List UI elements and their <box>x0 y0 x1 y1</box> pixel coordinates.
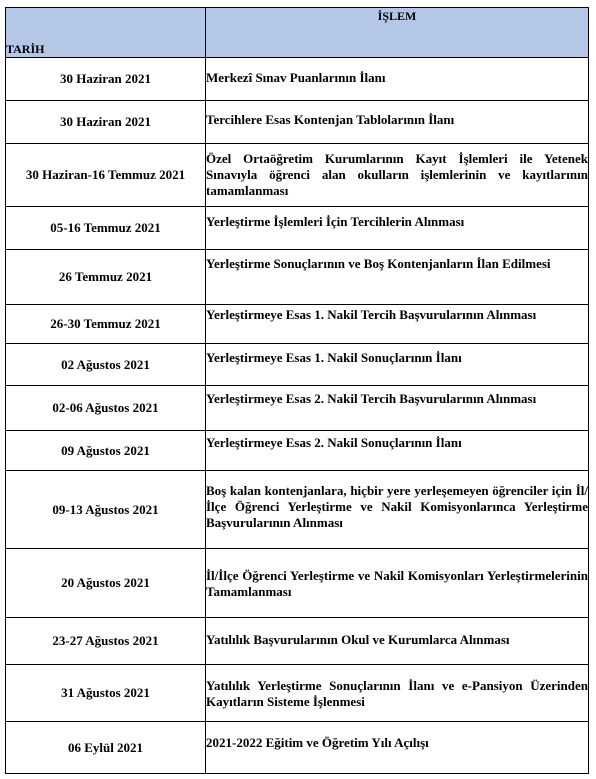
operation-cell: Boş kalan kontenjanlara, hiçbir yere yerleşemeyen öğrenciler için İl/İlçe Öğrenci Yerleştirme ve Nakil Komisyonlarınca Yerleştirme Başvurularının Alınması <box>206 471 589 549</box>
operation-cell: Tercihlere Esas Kontenjan Tablolarının İlanı <box>206 101 589 144</box>
date-cell: 30 Haziran 2021 <box>6 58 206 101</box>
operation-column-header: İŞLEM <box>206 8 589 58</box>
date-cell: 26-30 Temmuz 2021 <box>6 305 206 344</box>
date-cell: 02-06 Ağustos 2021 <box>6 386 206 431</box>
date-cell: 09-13 Ağustos 2021 <box>6 471 206 549</box>
operation-cell: Özel Ortaöğretim Kurumlarının Kayıt İşlemleri ile Yetenek Sınavıyla öğrenci alan okulların işlemlerinin ve kayıtlarının tamamlanması <box>206 144 589 207</box>
date-cell: 30 Haziran-16 Temmuz 2021 <box>6 144 206 207</box>
operation-cell: İl/İlçe Öğrenci Yerleştirme ve Nakil Komisyonları Yerleştirmelerinin Tamamlanması <box>206 549 589 618</box>
operation-cell: Yerleştirmeye Esas 1. Nakil Tercih Başvurularının Alınması <box>206 305 589 344</box>
operation-cell: Yerleştirmeye Esas 1. Nakil Sonuçlarının İlanı <box>206 344 589 386</box>
date-cell: 20 Ağustos 2021 <box>6 549 206 618</box>
date-cell: 26 Temmuz 2021 <box>6 250 206 305</box>
table-row <box>6 618 589 665</box>
table-row <box>6 144 589 207</box>
date-cell: 02 Ağustos 2021 <box>6 344 206 386</box>
table-row <box>6 305 589 344</box>
table-row <box>6 431 589 471</box>
date-cell: 05-16 Temmuz 2021 <box>6 207 206 250</box>
table-row <box>6 722 589 774</box>
date-cell: 30 Haziran 2021 <box>6 101 206 144</box>
schedule-table <box>5 7 589 774</box>
header-row <box>6 8 589 58</box>
operation-cell: Yatılılık Başvurularının Okul ve Kurumlarca Alınması <box>206 618 589 665</box>
table-row <box>6 250 589 305</box>
date-cell: 06 Eylül 2021 <box>6 722 206 774</box>
operation-cell: Yerleştirmeye Esas 2. Nakil Sonuçlarının İlanı <box>206 431 589 471</box>
operation-cell: Yerleştirmeye Esas 2. Nakil Tercih Başvurularının Alınması <box>206 386 589 431</box>
table-row <box>6 207 589 250</box>
operation-cell: Yerleştirme Sonuçlarının ve Boş Kontenjanların İlan Edilmesi <box>206 250 589 305</box>
table-row <box>6 58 589 101</box>
date-cell: 09 Ağustos 2021 <box>6 431 206 471</box>
date-cell: 31 Ağustos 2021 <box>6 665 206 722</box>
operation-cell: 2021-2022 Eğitim ve Öğretim Yılı Açılışı <box>206 722 589 774</box>
table-row <box>6 549 589 618</box>
date-cell: 23-27 Ağustos 2021 <box>6 618 206 665</box>
table-row <box>6 386 589 431</box>
table-row <box>6 344 589 386</box>
operation-cell: Yerleştirme İşlemleri İçin Tercihlerin Alınması <box>206 207 589 250</box>
schedule-table-container <box>5 7 588 774</box>
operation-cell: Merkezî Sınav Puanlarının İlanı <box>206 58 589 101</box>
operation-cell: Yatılılık Yerleştirme Sonuçlarının İlanı ve e-Pansiyon Üzerinden Kayıtların Sisteme İşlenmesi <box>206 665 589 722</box>
date-column-header: TARİH <box>6 8 206 58</box>
table-row <box>6 665 589 722</box>
table-row <box>6 101 589 144</box>
table-row <box>6 471 589 549</box>
